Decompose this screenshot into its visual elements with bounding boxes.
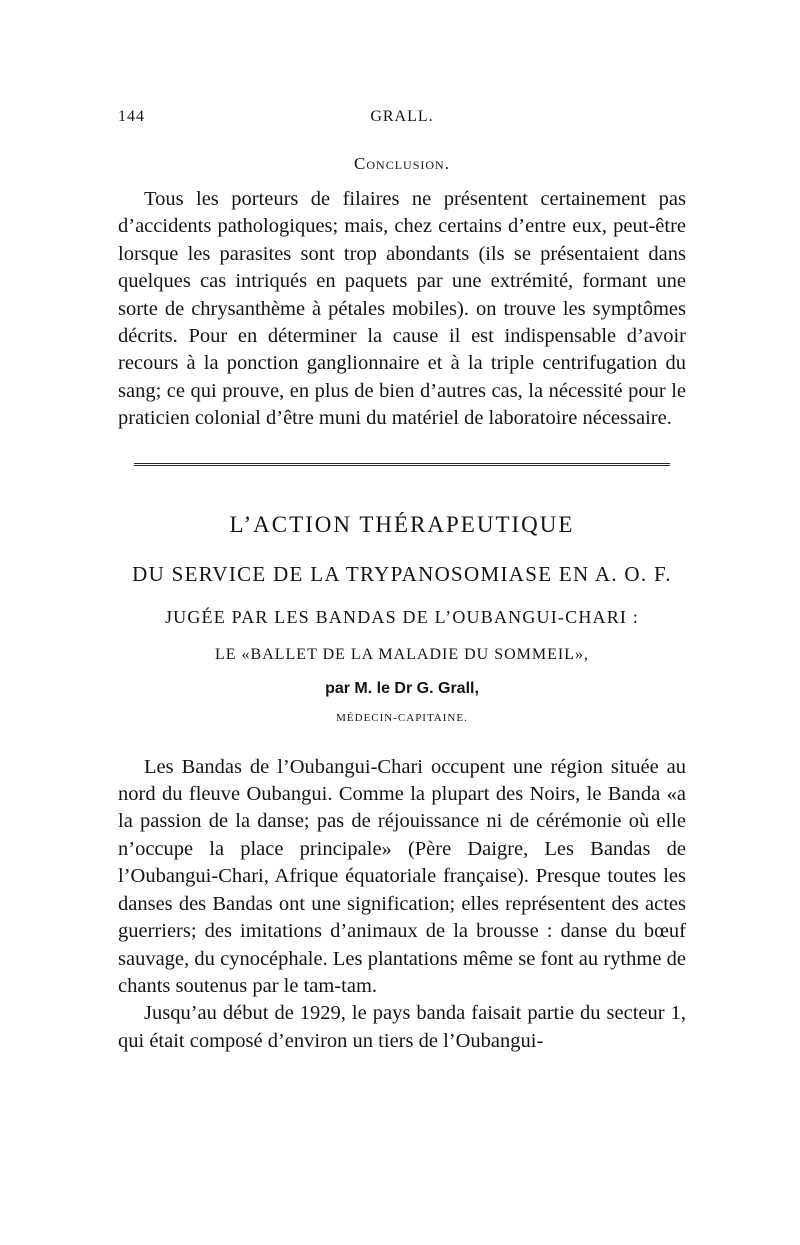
article-author-role: MÉDECIN-CAPITAINE. — [336, 711, 468, 724]
article-paragraph-2: Jusqu’au début de 1929, le pays banda faisait partie du secteur 1, qui était composé d’environ un tiers de l’Oubangui- — [118, 1002, 686, 1052]
conclusion-heading: Conclusion. — [354, 154, 450, 173]
running-head — [118, 108, 686, 138]
article-title-line-2: DU SERVICE DE LA TRYPANOSOMIASE EN A. O. F. — [132, 561, 672, 586]
article-title-line-3: JUGÉE PAR LES BANDAS DE L’OUBANGUI-CHARI : — [164, 606, 640, 627]
article-author: par M. le Dr G. Grall, — [325, 679, 479, 697]
article-paragraph-1: Les Bandas de l’Oubangui-Chari occupent une région située au nord du fleuve Oubangui. Comme la plupart des Noirs, le Banda «a la passion de la danse; pas de réjouissance ni de cérémonie où elle n’occupe la place principale» (Père Daigre, Les Bandas de l’Oubangui-Chari, Afrique équatoriale française). Presque toutes les danses des Bandas ont une signification; elles représentent des actes guerriers; des imitations d’animaux de la brousse : danse du bœuf sauvage, du cynocéphale. Les plantations même se font au rythme de chants soutenus par le tam-tam. — [118, 755, 686, 997]
running-title: GRALL. — [370, 108, 434, 125]
article-title-block — [118, 512, 686, 724]
article-body — [118, 754, 686, 1055]
article-title-line-1: L’ACTION THÉRAPEUTIQUE — [229, 511, 575, 537]
conclusion-paragraph: Tous les porteurs de filaires ne présentent certainement pas d’accidents pathologiques; mais, chez certains d’entre eux, peut-être lorsque les parasites sont trop abondants (ils se présentaient dans quelques cas intriqués en paquets par une extrémité, formant une sorte de chrysanthème à pétales mobiles). on trouve les symptômes décrits. Pour en déterminer la cause il est indispensable d’avoir recours à la ponction ganglionnaire et à la triple centrifugation du sang; ce qui prouve, en plus de bien d’autres cas, la nécessité pour le praticien colonial d’être muni du matériel de laboratoire nécessaire. — [118, 188, 686, 430]
section-divider — [134, 463, 670, 466]
page — [118, 108, 686, 1055]
page-number: 144 — [118, 108, 145, 125]
article-title-line-4: LE «BALLET DE LA MALADIE DU SOMMEIL», — [214, 645, 589, 663]
